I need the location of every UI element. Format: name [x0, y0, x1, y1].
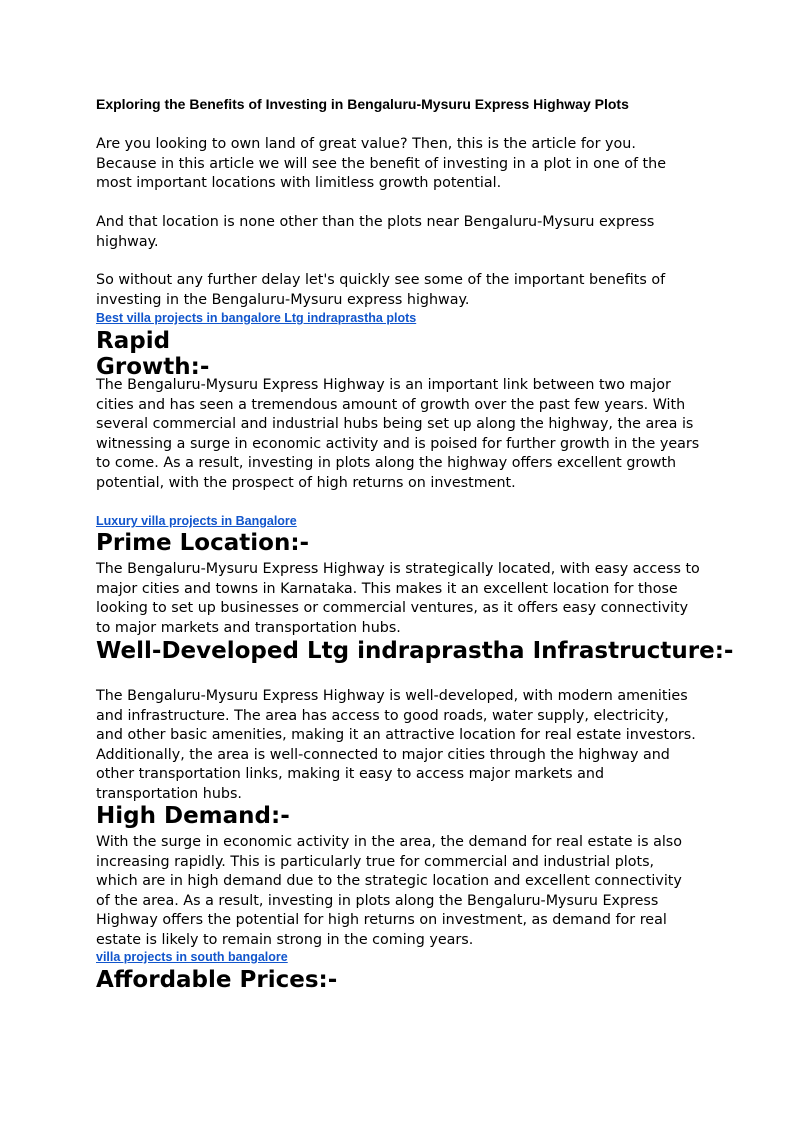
heading-line: Rapid	[96, 328, 171, 354]
section-heading-affordable-prices: Affordable Prices:-	[96, 967, 338, 993]
link-best-villa-projects[interactable]: Best villa projects in bangalore Ltg indraprastha plots	[96, 311, 417, 325]
heading-line: Growth:-	[96, 354, 210, 380]
section-heading-infrastructure: Well-Developed Ltg indraprastha Infrastructure:-	[96, 638, 734, 664]
link-villa-projects-south-bangalore[interactable]: villa projects in south bangalore	[96, 950, 288, 964]
section-body-high-demand: With the surge in economic activity in the area, the demand for real estate is also increasing rapidly. This is particularly true for commercial and industrial plots, which are in high demand due to the strategic location and excellent connectivity of the area. As a result, investing in plots along the Bengaluru-Mysuru Express Highway offers the potential for high returns on investment, as demand for real estate is likely to remain strong in the coming years.	[96, 834, 682, 948]
intro-paragraph: So without any further delay let's quickly see some of the important benefits of investing in the Bengaluru-Mysuru express highway.	[96, 272, 666, 308]
intro-paragraph: And that location is none other than the plots near Bengaluru-Mysuru express highway.	[96, 214, 655, 250]
section-body-prime-location: The Bengaluru-Mysuru Express Highway is strategically located, with easy access to major cities and towns in Karnataka. This makes it an excellent location for those looking to set up businesses or commercial ventures, as it offers easy connectivity to major markets and transportation hubs.	[96, 561, 700, 636]
section-heading-high-demand: High Demand:-	[96, 803, 290, 829]
section-heading-rapid-growth	[96, 328, 209, 380]
intro-paragraph: Are you looking to own land of great value? Then, this is the article for you. Because in this article we will see the benefit of investing in a plot in one of the most important locations with limitless growth potential.	[96, 136, 667, 191]
section-body-infrastructure: The Bengaluru-Mysuru Express Highway is well-developed, with modern amenities and infrastructure. The area has access to good roads, water supply, electricity, and other basic amenities, making it an attractive location for real estate investors. Additionally, the area is well-connected to major cities through the highway and other transportation links, making it easy to access major markets and transportation hubs.	[96, 688, 696, 802]
section-heading-prime-location: Prime Location:-	[96, 530, 310, 556]
link-luxury-villa-projects[interactable]: Luxury villa projects in Bangalore	[96, 514, 297, 528]
document-title: Exploring the Benefits of Investing in Bengaluru-Mysuru Express Highway Plots	[96, 96, 629, 112]
section-body-rapid-growth: The Bengaluru-Mysuru Express Highway is an important link between two major cities and has seen a tremendous amount of growth over the past few years. With several commercial and industrial hubs being set up along the highway, the area is witnessing a surge in economic activity and is poised for further growth in the years to come. As a result, investing in plots along the highway offers excellent growth potential, with the prospect of high returns on investment.	[96, 377, 700, 491]
